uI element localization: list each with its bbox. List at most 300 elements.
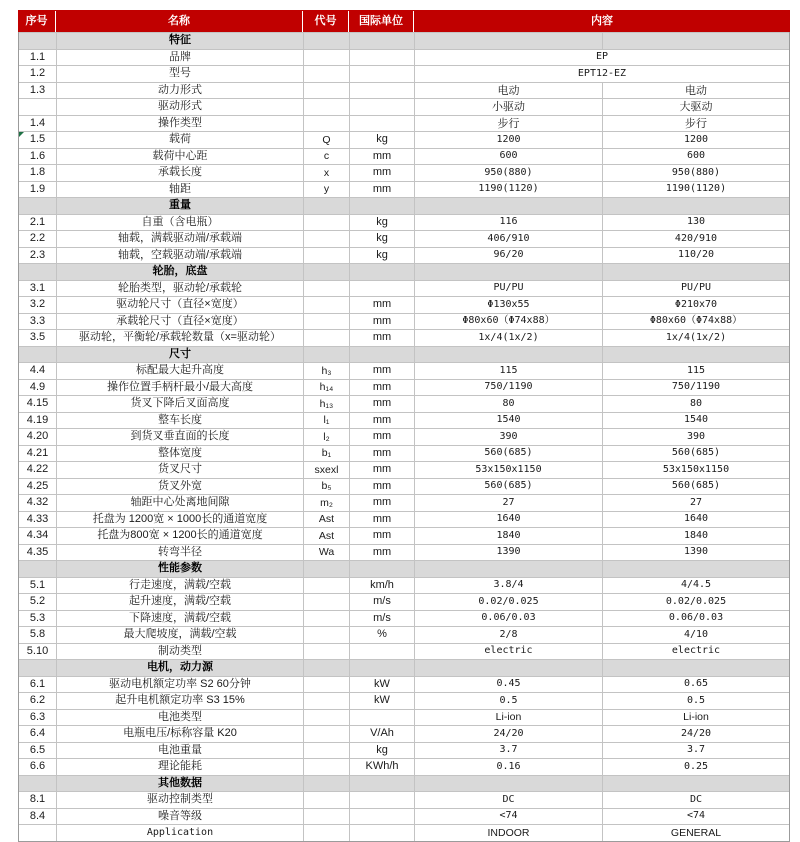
index-cell[interactable]: [19, 99, 56, 115]
index-cell[interactable]: 5.3: [29, 611, 46, 624]
name-cell[interactable]: 下降速度，满载/空载: [56, 611, 303, 627]
value-cell-2[interactable]: 大驱动: [602, 99, 789, 115]
value-cell-2[interactable]: PU/PU: [602, 281, 789, 297]
index-cell[interactable]: 4.15: [26, 397, 49, 410]
index-cell[interactable]: 4.9: [29, 380, 46, 393]
name-cell[interactable]: 最大爬坡度，满载/空载: [56, 627, 303, 643]
section-code-cell[interactable]: [303, 264, 349, 280]
code-cell[interactable]: [303, 726, 349, 742]
code-cell[interactable]: y: [303, 182, 349, 198]
index-cell[interactable]: 8.1: [29, 793, 46, 806]
code-cell[interactable]: [303, 792, 349, 808]
unit-cell[interactable]: kg: [349, 248, 414, 264]
code-cell[interactable]: [303, 99, 349, 115]
code-cell[interactable]: [303, 710, 349, 726]
value-cell-2[interactable]: 0.25: [602, 759, 789, 775]
index-cell[interactable]: 1.4: [29, 116, 46, 129]
section-value-cell-1[interactable]: [414, 776, 602, 792]
section-code-cell[interactable]: [303, 198, 349, 214]
unit-cell[interactable]: [349, 99, 414, 115]
index-cell[interactable]: 1.3: [29, 83, 46, 96]
section-code-cell[interactable]: [303, 33, 349, 49]
name-cell[interactable]: 货叉外宽: [56, 479, 303, 495]
value-cell-1[interactable]: 0.02/0.025: [414, 594, 602, 610]
unit-cell[interactable]: kW: [349, 693, 414, 709]
index-cell[interactable]: 3.1: [29, 281, 46, 294]
index-cell[interactable]: 1.2: [29, 67, 46, 80]
unit-cell[interactable]: mm: [349, 380, 414, 396]
value-cell-2[interactable]: 0.06/0.03: [602, 611, 789, 627]
table-row: [19, 131, 789, 148]
name-cell[interactable]: 驱动电机额定功率 S2 60分钟: [56, 677, 303, 693]
unit-cell[interactable]: mm: [349, 314, 414, 330]
code-cell[interactable]: h₁₄: [303, 380, 349, 396]
index-cell[interactable]: 2.2: [29, 232, 46, 245]
name-cell[interactable]: 载荷: [56, 132, 303, 148]
code-cell[interactable]: [303, 66, 349, 82]
index-cell[interactable]: 4.20: [26, 430, 49, 443]
index-cell[interactable]: 2.3: [29, 248, 46, 261]
table-row: [19, 808, 789, 825]
index-cell[interactable]: 4.19: [26, 413, 49, 426]
value-cell-1[interactable]: DC: [414, 792, 602, 808]
name-cell[interactable]: 起升速度，满载/空载: [56, 594, 303, 610]
code-cell[interactable]: sxexl: [303, 462, 349, 478]
index-cell[interactable]: 6.1: [29, 677, 46, 690]
code-cell[interactable]: h₁₃: [303, 396, 349, 412]
name-cell[interactable]: 载荷中心距: [56, 149, 303, 165]
unit-cell[interactable]: mm: [349, 446, 414, 462]
unit-cell[interactable]: mm: [349, 165, 414, 181]
section-label-cell[interactable]: 尺寸: [56, 347, 303, 363]
value-cell-1[interactable]: 406/910: [414, 231, 602, 247]
index-cell[interactable]: 8.4: [29, 809, 46, 822]
section-index-cell[interactable]: [19, 561, 56, 577]
section-unit-cell[interactable]: [349, 561, 414, 577]
section-label-cell[interactable]: 性能参数: [56, 561, 303, 577]
section-value-cell-2[interactable]: [602, 347, 789, 363]
unit-cell[interactable]: mm: [349, 495, 414, 511]
index-cell[interactable]: 6.3: [29, 710, 46, 723]
name-cell[interactable]: 电瓶电压/标称容量 K20: [56, 726, 303, 742]
section-value-cell-2[interactable]: [602, 264, 789, 280]
name-cell[interactable]: 轮胎类型，驱动轮/承载轮: [56, 281, 303, 297]
value-cell-2[interactable]: 1540: [602, 413, 789, 429]
section-value-cell-1[interactable]: [414, 561, 602, 577]
value-cell-1[interactable]: 3.8/4: [414, 578, 602, 594]
section-index-cell[interactable]: [19, 347, 56, 363]
unit-cell[interactable]: mm: [349, 462, 414, 478]
code-cell[interactable]: [303, 50, 349, 66]
value-cell-1[interactable]: 1200: [414, 132, 602, 148]
index-cell[interactable]: 6.2: [29, 694, 46, 707]
section-value-cell-1[interactable]: [414, 660, 602, 676]
index-cell[interactable]: 5.8: [29, 628, 46, 641]
value-cell-1[interactable]: <74: [414, 809, 602, 825]
section-index-cell[interactable]: [19, 660, 56, 676]
section-code-cell[interactable]: [303, 776, 349, 792]
value-cell-1[interactable]: 27: [414, 495, 602, 511]
code-cell[interactable]: [303, 594, 349, 610]
index-cell[interactable]: 3.5: [29, 331, 46, 344]
index-cell[interactable]: 4.25: [26, 479, 49, 492]
unit-cell[interactable]: mm: [349, 182, 414, 198]
unit-cell[interactable]: mm: [349, 149, 414, 165]
code-cell[interactable]: [303, 314, 349, 330]
unit-cell[interactable]: [349, 792, 414, 808]
unit-cell[interactable]: %: [349, 627, 414, 643]
value-cell-1[interactable]: 116: [414, 215, 602, 231]
unit-cell[interactable]: [349, 809, 414, 825]
table-row: [19, 428, 789, 445]
value-cell-1[interactable]: 115: [414, 363, 602, 379]
name-cell[interactable]: 驱动控制类型: [56, 792, 303, 808]
index-cell[interactable]: 3.2: [29, 298, 46, 311]
name-cell[interactable]: 托盘为 1200宽 × 1000长的通道宽度: [56, 512, 303, 528]
code-cell[interactable]: [303, 248, 349, 264]
section-value-cell-2[interactable]: [602, 776, 789, 792]
value-cell-1[interactable]: 小驱动: [414, 99, 602, 115]
index-cell[interactable]: 1.8: [29, 166, 46, 179]
name-cell[interactable]: 品牌: [56, 50, 303, 66]
unit-cell[interactable]: m/s: [349, 611, 414, 627]
code-cell[interactable]: [303, 693, 349, 709]
value-cell-1[interactable]: 0.5: [414, 693, 602, 709]
name-cell[interactable]: 电池重量: [56, 743, 303, 759]
section-label-cell[interactable]: 特征: [56, 33, 303, 49]
table-row: [19, 709, 789, 726]
name-cell[interactable]: 动力形式: [56, 83, 303, 99]
unit-cell[interactable]: V/Ah: [349, 726, 414, 742]
unit-cell[interactable]: m/s: [349, 594, 414, 610]
section-unit-cell[interactable]: [349, 264, 414, 280]
name-cell[interactable]: 轴距: [56, 182, 303, 198]
section-value-cell-2[interactable]: [602, 561, 789, 577]
unit-cell[interactable]: [349, 825, 414, 841]
value-cell-2[interactable]: 750/1190: [602, 380, 789, 396]
index-cell[interactable]: 4.4: [29, 364, 46, 377]
value-cell-2[interactable]: 1390: [602, 545, 789, 561]
name-cell[interactable]: 操作类型: [56, 116, 303, 132]
section-unit-cell[interactable]: [349, 198, 414, 214]
value-cell-2[interactable]: DC: [602, 792, 789, 808]
unit-cell[interactable]: [349, 116, 414, 132]
name-cell[interactable]: 行走速度，满载/空载: [56, 578, 303, 594]
value-cell-1[interactable]: 750/1190: [414, 380, 602, 396]
value-cell-1[interactable]: 步行: [414, 116, 602, 132]
code-cell[interactable]: Wa: [303, 545, 349, 561]
section-unit-cell[interactable]: [349, 660, 414, 676]
index-cell[interactable]: 1.5: [19, 132, 56, 148]
value-cell-1[interactable]: 560(685): [414, 446, 602, 462]
value-cell-2[interactable]: 0.65: [602, 677, 789, 693]
index-cell[interactable]: 1.9: [29, 182, 46, 195]
value-cell-2[interactable]: 115: [602, 363, 789, 379]
code-cell[interactable]: [303, 231, 349, 247]
code-cell[interactable]: [303, 83, 349, 99]
value-cell-2[interactable]: 1190(1120): [602, 182, 789, 198]
value-cell-2[interactable]: Li-ion: [602, 710, 789, 726]
unit-cell[interactable]: mm: [349, 330, 414, 346]
code-cell[interactable]: [303, 116, 349, 132]
name-cell[interactable]: 起升电机额定功率 S3 15%: [56, 693, 303, 709]
table-row: [19, 494, 789, 511]
unit-cell[interactable]: [349, 644, 414, 660]
section-value-cell-2[interactable]: [602, 198, 789, 214]
code-cell[interactable]: h₃: [303, 363, 349, 379]
name-cell[interactable]: 转弯半径: [56, 545, 303, 561]
value-cell-1[interactable]: electric: [414, 644, 602, 660]
code-cell[interactable]: [303, 627, 349, 643]
code-cell[interactable]: x: [303, 165, 349, 181]
section-code-cell[interactable]: [303, 347, 349, 363]
name-cell[interactable]: 货叉下降后叉面高度: [56, 396, 303, 412]
code-cell[interactable]: [303, 825, 349, 841]
name-cell[interactable]: 电池类型: [56, 710, 303, 726]
section-index-cell[interactable]: [19, 776, 56, 792]
unit-cell[interactable]: kg: [349, 743, 414, 759]
unit-cell[interactable]: mm: [349, 429, 414, 445]
unit-cell[interactable]: kg: [349, 231, 414, 247]
section-unit-cell[interactable]: [349, 33, 414, 49]
value-cell-2[interactable]: 4/4.5: [602, 578, 789, 594]
value-cell-1[interactable]: 2/8: [414, 627, 602, 643]
unit-cell[interactable]: [349, 281, 414, 297]
section-index-cell[interactable]: [19, 264, 56, 280]
value-cell-1[interactable]: 1190(1120): [414, 182, 602, 198]
index-cell[interactable]: [19, 825, 56, 841]
name-cell[interactable]: 制动类型: [56, 644, 303, 660]
value-cell-2[interactable]: 电动: [602, 83, 789, 99]
code-cell[interactable]: [303, 809, 349, 825]
unit-cell[interactable]: mm: [349, 479, 414, 495]
index-cell[interactable]: 5.1: [29, 578, 46, 591]
unit-cell[interactable]: [349, 710, 414, 726]
value-cell-1[interactable]: 1840: [414, 528, 602, 544]
value-cell-2[interactable]: 0.02/0.025: [602, 594, 789, 610]
name-cell[interactable]: 驱动形式: [56, 99, 303, 115]
value-cell-2[interactable]: 110/20: [602, 248, 789, 264]
name-cell[interactable]: 货叉尺寸: [56, 462, 303, 478]
code-cell[interactable]: [303, 297, 349, 313]
index-cell[interactable]: 2.1: [29, 215, 46, 228]
name-cell[interactable]: 承载长度: [56, 165, 303, 181]
name-cell[interactable]: 承载轮尺寸（直径×宽度）: [56, 314, 303, 330]
value-cell-1[interactable]: 0.06/0.03: [414, 611, 602, 627]
index-cell[interactable]: 1.6: [29, 149, 46, 162]
code-cell[interactable]: [303, 743, 349, 759]
value-cell-2[interactable]: 步行: [602, 116, 789, 132]
value-cell-1[interactable]: 0.16: [414, 759, 602, 775]
value-cell-2[interactable]: 1200: [602, 132, 789, 148]
unit-cell[interactable]: mm: [349, 512, 414, 528]
index-cell[interactable]: 5.10: [26, 644, 49, 657]
unit-cell[interactable]: kW: [349, 677, 414, 693]
value-cell-2[interactable]: 4/10: [602, 627, 789, 643]
value-cell-2[interactable]: 1x/4(1x/2): [602, 330, 789, 346]
value-cell-1[interactable]: 600: [414, 149, 602, 165]
value-cell-2[interactable]: 53x150x1150: [602, 462, 789, 478]
unit-cell[interactable]: [349, 83, 414, 99]
code-cell[interactable]: [303, 578, 349, 594]
index-cell[interactable]: 1.1: [29, 50, 46, 63]
code-cell[interactable]: m₂: [303, 495, 349, 511]
value-cell-2[interactable]: 950(880): [602, 165, 789, 181]
value-cell-span[interactable]: EPT12-EZ: [414, 66, 789, 82]
value-cell-1[interactable]: 96/20: [414, 248, 602, 264]
value-cell-2[interactable]: 420/910: [602, 231, 789, 247]
table-row: [19, 824, 789, 841]
unit-cell[interactable]: mm: [349, 413, 414, 429]
code-cell[interactable]: [303, 677, 349, 693]
section-label-cell[interactable]: 电机，动力源: [56, 660, 303, 676]
index-cell[interactable]: 5.2: [29, 595, 46, 608]
value-cell-2[interactable]: 27: [602, 495, 789, 511]
value-cell-1[interactable]: Li-ion: [414, 710, 602, 726]
value-cell-1[interactable]: 53x150x1150: [414, 462, 602, 478]
name-cell[interactable]: 驱动轮尺寸（直径×宽度）: [56, 297, 303, 313]
code-cell[interactable]: Ast: [303, 528, 349, 544]
unit-cell[interactable]: mm: [349, 528, 414, 544]
index-cell[interactable]: 6.5: [29, 743, 46, 756]
code-cell[interactable]: Ast: [303, 512, 349, 528]
section-code-cell[interactable]: [303, 660, 349, 676]
code-cell[interactable]: Q: [303, 132, 349, 148]
name-cell[interactable]: 型号: [56, 66, 303, 82]
value-cell-1[interactable]: Φ130x55: [414, 297, 602, 313]
name-cell[interactable]: 整体宽度: [56, 446, 303, 462]
section-value-cell-1[interactable]: [414, 264, 602, 280]
name-cell[interactable]: 轴载，满载驱动端/承载端: [56, 231, 303, 247]
index-cell[interactable]: 4.32: [26, 496, 49, 509]
section-unit-cell[interactable]: [349, 347, 414, 363]
index-cell[interactable]: 4.35: [26, 545, 49, 558]
name-cell[interactable]: 托盘为800宽 × 1200长的通道宽度: [56, 528, 303, 544]
value-cell-1[interactable]: 950(880): [414, 165, 602, 181]
section-unit-cell[interactable]: [349, 776, 414, 792]
value-cell-1[interactable]: 0.45: [414, 677, 602, 693]
value-cell-2[interactable]: 1840: [602, 528, 789, 544]
code-cell[interactable]: b₁: [303, 446, 349, 462]
value-cell-2[interactable]: 0.5: [602, 693, 789, 709]
unit-cell[interactable]: kg: [349, 132, 414, 148]
name-cell[interactable]: 轴载，空载驱动端/承载端: [56, 248, 303, 264]
unit-cell[interactable]: kg: [349, 215, 414, 231]
name-cell[interactable]: 标配最大起升高度: [56, 363, 303, 379]
value-cell-2[interactable]: 560(685): [602, 479, 789, 495]
table-row: [19, 296, 789, 313]
value-cell-2[interactable]: 560(685): [602, 446, 789, 462]
section-value-cell-2[interactable]: [602, 33, 789, 49]
unit-cell[interactable]: KWh/h: [349, 759, 414, 775]
value-cell-1[interactable]: 80: [414, 396, 602, 412]
name-cell[interactable]: Application: [56, 825, 303, 841]
section-label-cell[interactable]: 轮胎，底盘: [56, 264, 303, 280]
value-cell-2[interactable]: 1640: [602, 512, 789, 528]
section-value-cell-1[interactable]: [414, 198, 602, 214]
name-cell[interactable]: 驱动轮，平衡轮/承载轮数量（x=驱动轮）: [56, 330, 303, 346]
value-cell-2[interactable]: 390: [602, 429, 789, 445]
name-cell[interactable]: 整车长度: [56, 413, 303, 429]
name-cell[interactable]: 到货叉垂直面的长度: [56, 429, 303, 445]
unit-cell[interactable]: mm: [349, 396, 414, 412]
table-row: [19, 758, 789, 775]
index-cell[interactable]: 6.6: [29, 760, 46, 773]
code-cell[interactable]: l₂: [303, 429, 349, 445]
value-cell-2[interactable]: 3.7: [602, 743, 789, 759]
index-cell[interactable]: 4.34: [26, 529, 49, 542]
value-cell-1[interactable]: 390: [414, 429, 602, 445]
value-cell-2[interactable]: GENERAL: [602, 825, 789, 841]
value-cell-2[interactable]: electric: [602, 644, 789, 660]
code-cell[interactable]: l₁: [303, 413, 349, 429]
name-cell[interactable]: 理论能耗: [56, 759, 303, 775]
section-code-cell[interactable]: [303, 561, 349, 577]
code-cell[interactable]: [303, 644, 349, 660]
value-cell-2[interactable]: 80: [602, 396, 789, 412]
index-cell[interactable]: 4.21: [26, 446, 49, 459]
section-value-cell-1[interactable]: [414, 347, 602, 363]
code-cell[interactable]: [303, 215, 349, 231]
value-cell-2[interactable]: 130: [602, 215, 789, 231]
code-cell[interactable]: b₅: [303, 479, 349, 495]
unit-cell[interactable]: [349, 66, 414, 82]
code-cell[interactable]: [303, 281, 349, 297]
unit-cell[interactable]: mm: [349, 363, 414, 379]
section-label-cell[interactable]: 重量: [56, 198, 303, 214]
section-label-cell[interactable]: 其他数据: [56, 776, 303, 792]
value-cell-1[interactable]: PU/PU: [414, 281, 602, 297]
value-cell-2[interactable]: Φ210x70: [602, 297, 789, 313]
section-index-cell[interactable]: [19, 198, 56, 214]
value-cell-span[interactable]: EP: [414, 50, 789, 66]
code-cell[interactable]: [303, 330, 349, 346]
unit-cell[interactable]: [349, 50, 414, 66]
value-cell-1[interactable]: 1390: [414, 545, 602, 561]
value-cell-1[interactable]: 3.7: [414, 743, 602, 759]
section-value-cell-2[interactable]: [602, 660, 789, 676]
unit-cell[interactable]: mm: [349, 545, 414, 561]
unit-cell[interactable]: mm: [349, 297, 414, 313]
value-cell-1[interactable]: 24/20: [414, 726, 602, 742]
index-cell[interactable]: 4.33: [26, 512, 49, 525]
value-cell-1[interactable]: 1x/4(1x/2): [414, 330, 602, 346]
index-cell[interactable]: 6.4: [29, 727, 46, 740]
value-cell-2[interactable]: 600: [602, 149, 789, 165]
value-cell-1[interactable]: 560(685): [414, 479, 602, 495]
index-cell[interactable]: 3.3: [29, 314, 46, 327]
name-cell[interactable]: 轴距中心处离地间隙: [56, 495, 303, 511]
name-cell[interactable]: 自重（含电瓶）: [56, 215, 303, 231]
value-cell-1[interactable]: 1640: [414, 512, 602, 528]
code-cell[interactable]: [303, 611, 349, 627]
index-cell[interactable]: 4.22: [26, 463, 49, 476]
value-cell-1[interactable]: Φ80x60（Φ74x88）: [414, 314, 602, 330]
value-cell-1[interactable]: INDOOR: [414, 825, 602, 841]
value-cell-2[interactable]: 24/20: [602, 726, 789, 742]
name-cell[interactable]: 操作位置手柄杆最小/最大高度: [56, 380, 303, 396]
value-cell-1[interactable]: 电动: [414, 83, 602, 99]
name-cell[interactable]: 噪音等级: [56, 809, 303, 825]
value-cell-2[interactable]: Φ80x60（Φ74x88）: [602, 314, 789, 330]
value-cell-1[interactable]: 1540: [414, 413, 602, 429]
unit-cell[interactable]: km/h: [349, 578, 414, 594]
section-value-cell-1[interactable]: [414, 33, 602, 49]
value-cell-2[interactable]: <74: [602, 809, 789, 825]
section-index-cell[interactable]: [19, 33, 56, 49]
code-cell[interactable]: [303, 759, 349, 775]
code-cell[interactable]: c: [303, 149, 349, 165]
